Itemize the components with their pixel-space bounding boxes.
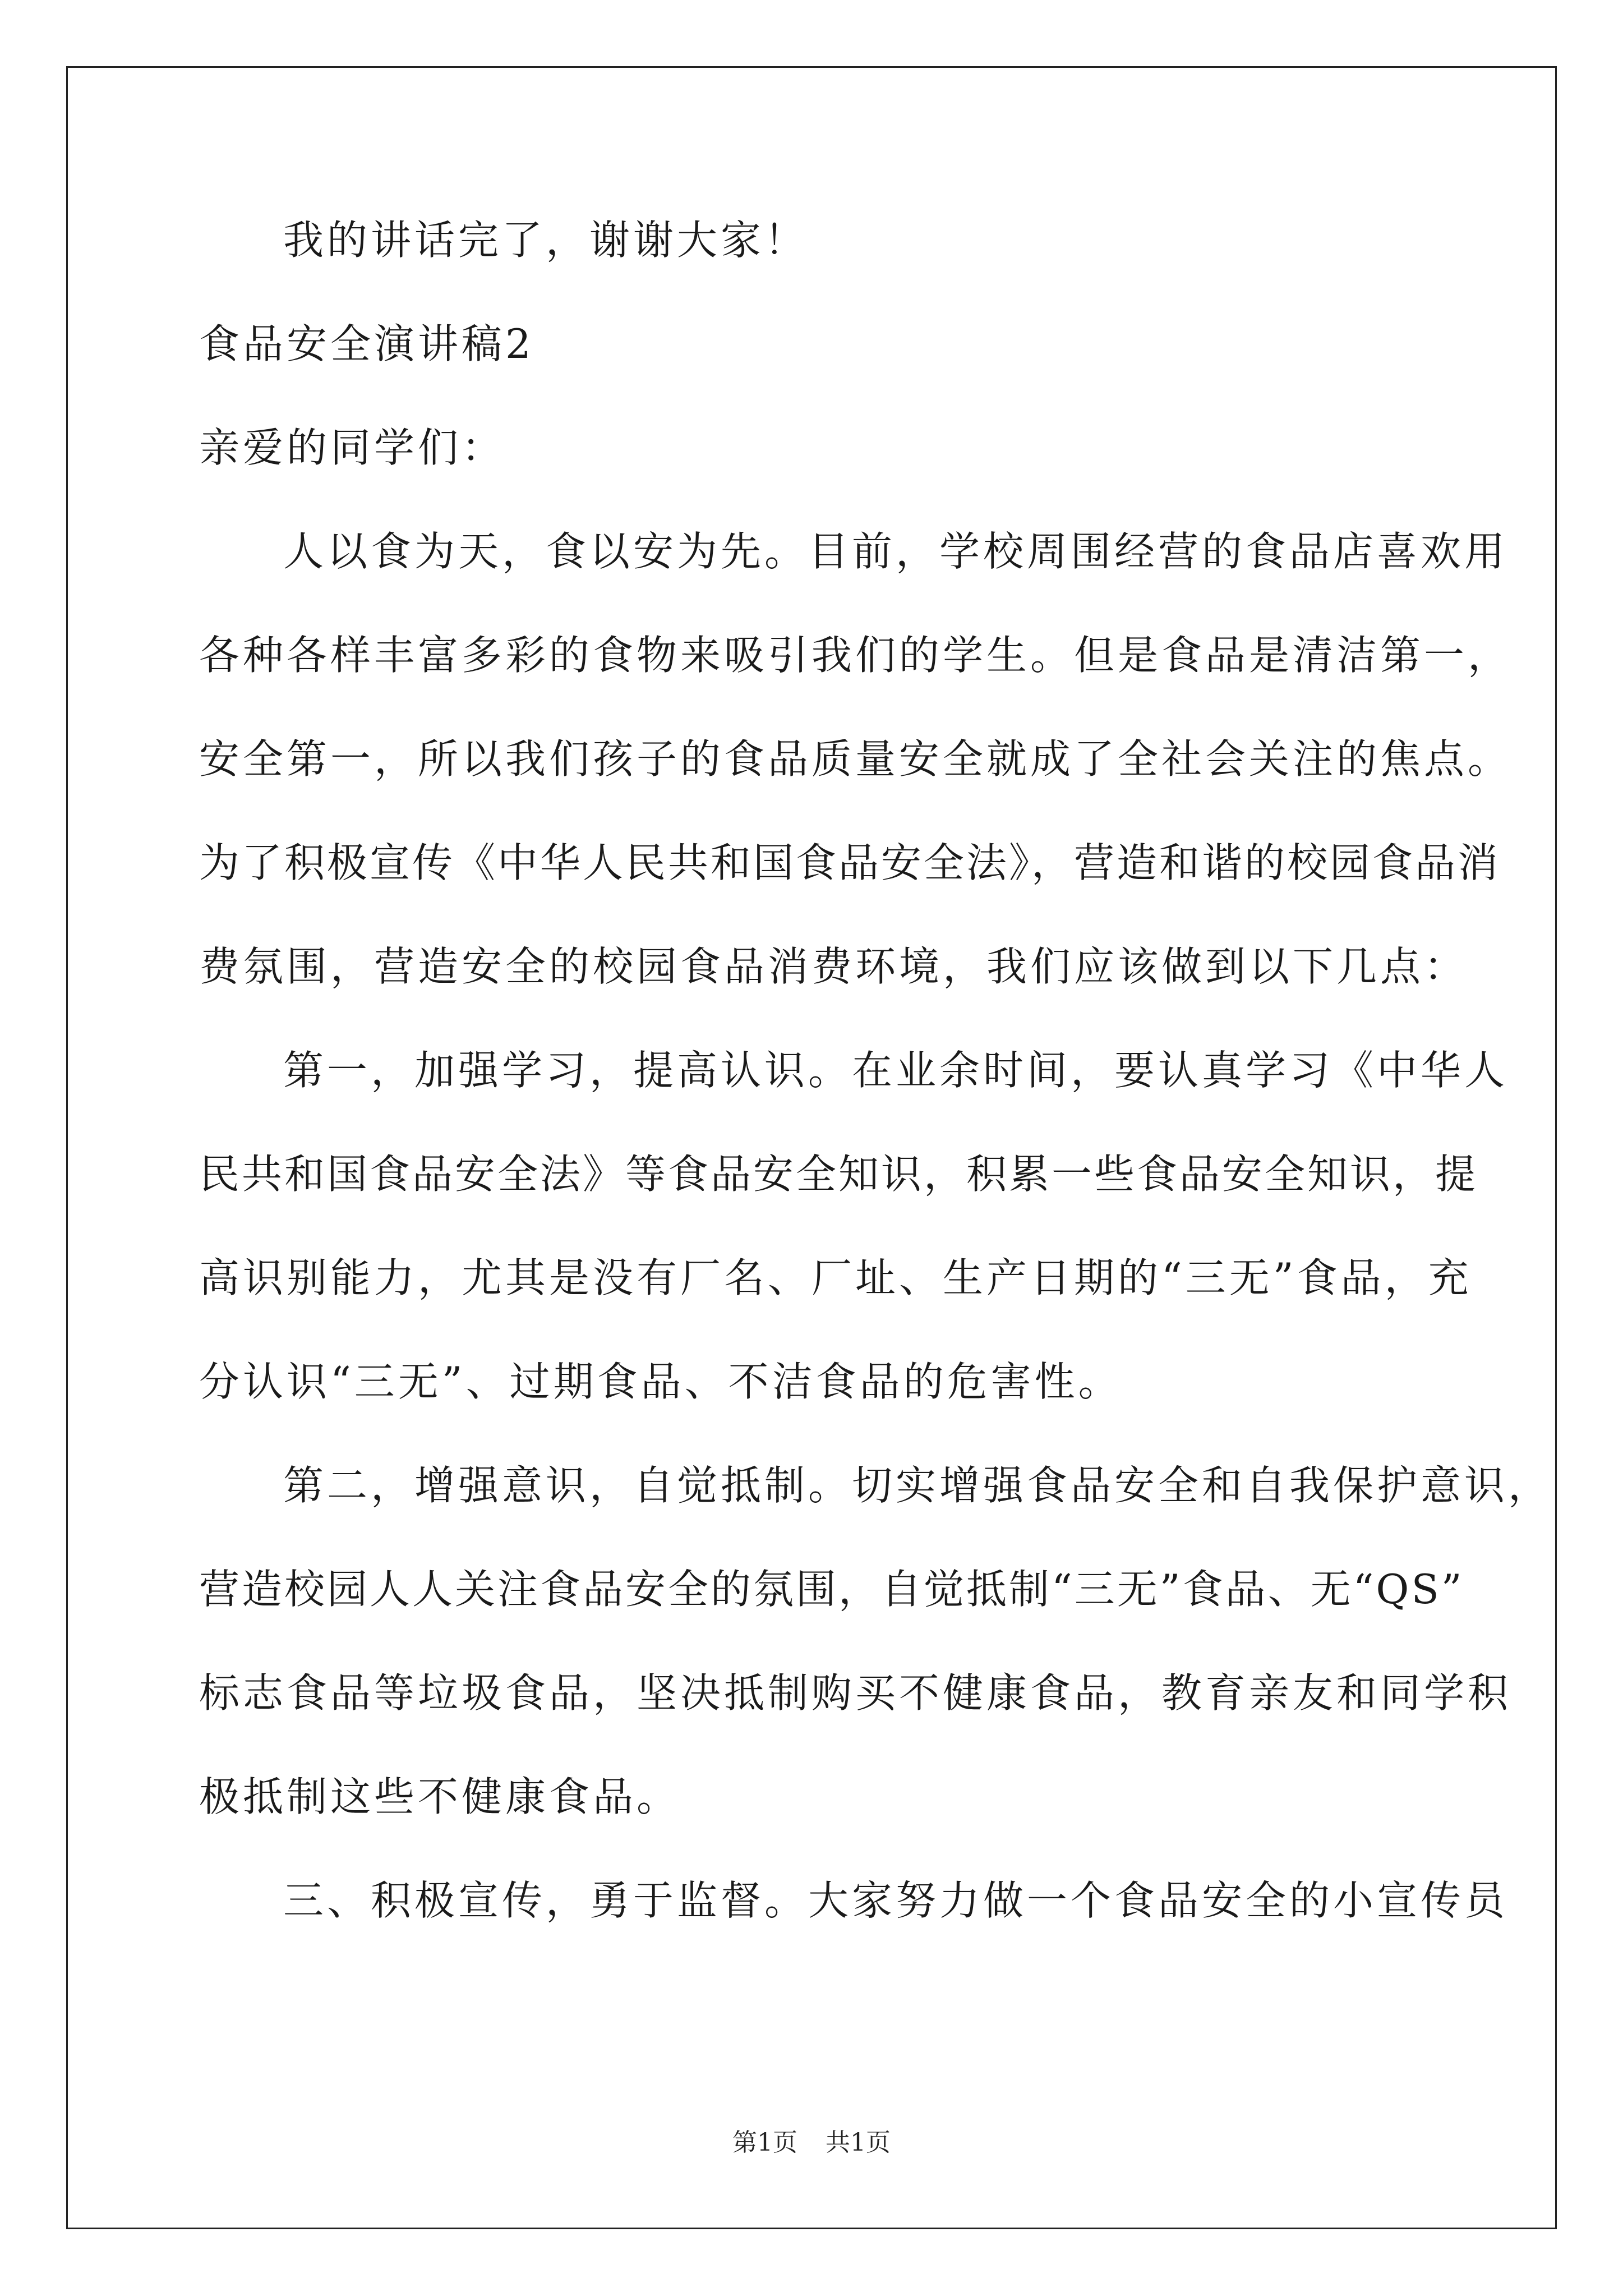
- page-number: 第1页: [732, 2128, 797, 2157]
- page-total: 共1页: [826, 2128, 891, 2157]
- paragraph-line: 第一，加强学习，提高认识。在业余时间，要认真学习《中华人: [283, 1047, 1509, 1094]
- salutation: 亲爱的同学们：: [199, 424, 506, 471]
- paragraph-line: 分认识“三无”、过期食品、不洁食品的危害性。: [199, 1358, 1122, 1405]
- paragraph-line: 各种各样丰富多彩的食物来吸引我们的学生。但是食品是清洁第一，: [199, 632, 1512, 679]
- paragraph-line: 费氛围，营造安全的校园食品消费环境，我们应该做到以下几点：: [199, 943, 1468, 990]
- paragraph-line: 我的讲话完了，谢谢大家！: [283, 217, 809, 264]
- paragraph-line: 标志食品等垃圾食品，坚决抵制购买不健康食品，教育亲友和同学积: [199, 1669, 1512, 1717]
- paragraph-line: 人以食为天，食以安为先。目前，学校周围经营的食品店喜欢用: [283, 528, 1509, 575]
- section-title: 食品安全演讲稿2: [199, 320, 534, 367]
- paragraph-line: 营造校园人人关注食品安全的氛围，自觉抵制“三无”食品、无“QS”: [199, 1566, 1464, 1613]
- paragraph-line: 第二，增强意识，自觉抵制。切实增强食品安全和自我保护意识，: [283, 1462, 1552, 1509]
- paragraph-line: 民共和国食品安全法》等食品安全知识，积累一些食品安全知识，提: [199, 1151, 1478, 1198]
- paragraph-line: 极抵制这些不健康食品。: [199, 1773, 681, 1820]
- paragraph-line: 三、积极宣传，勇于监督。大家努力做一个食品安全的小宣传员: [283, 1877, 1509, 1924]
- page-footer: [0, 2126, 1623, 2160]
- paragraph-line: 为了积极宣传《中华人民共和国食品安全法》，营造和谐的校园食品消: [199, 839, 1501, 886]
- paragraph-line: 高识别能力，尤其是没有厂名、厂址、生产日期的“三无”食品，充: [199, 1254, 1472, 1301]
- paragraph-line: 安全第一，所以我们孩子的食品质量安全就成了全社会关注的焦点。: [199, 735, 1512, 783]
